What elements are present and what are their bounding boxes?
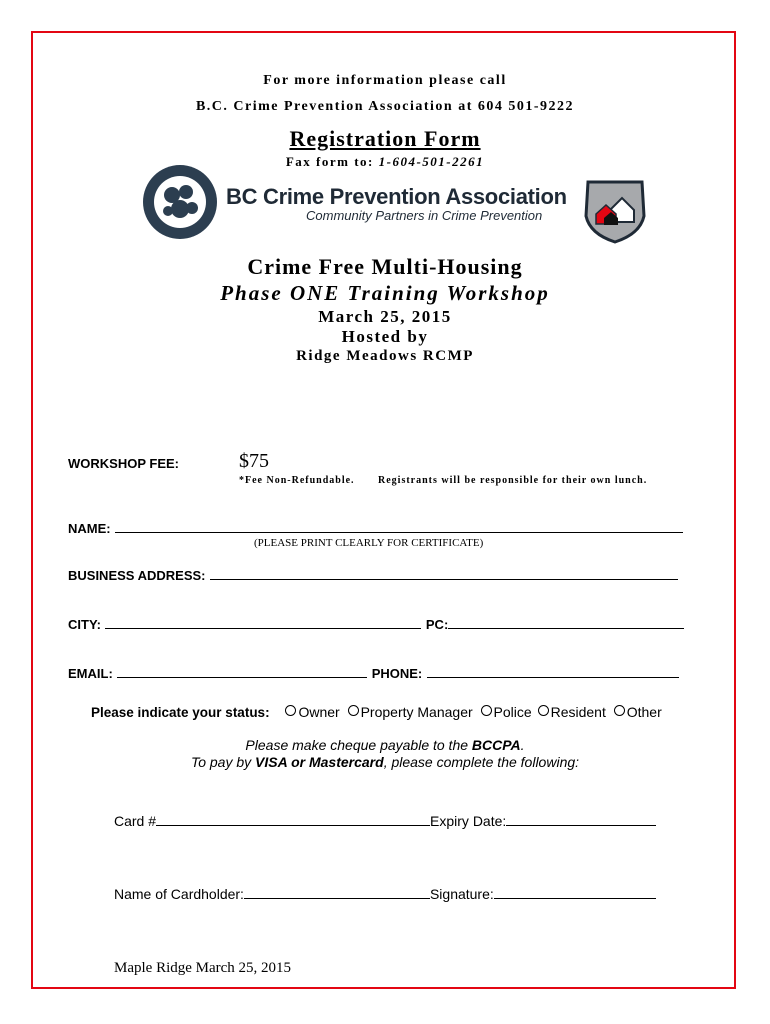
card-prefix: To pay by [190,754,256,770]
city-label: CITY: [68,617,101,632]
hosted-by-label: Hosted by [341,327,429,346]
email-phone-row [68,663,679,683]
status-police-label: Police [493,704,532,720]
fax-label: Fax form to: [285,154,379,169]
pc-field[interactable] [448,614,684,629]
fax-line [0,154,770,170]
footer-location-date: Maple Ridge March 25, 2015 [114,960,292,976]
status-owner-label: Owner [298,704,340,720]
status-label: Please indicate your status: [91,705,270,720]
signature-label: Signature: [429,886,494,902]
event-date: March 25, 2015 [318,307,452,326]
cardholder-label: Name of Cardholder: [114,886,244,902]
cardholder-row [114,884,656,902]
cardholder-field[interactable] [244,884,430,899]
shield-houses-icon [580,176,650,246]
city-pc-row [68,614,684,634]
fax-number: 1-604-501-2261 [378,154,485,169]
event-title: Crime Free Multi-Housing [247,254,523,279]
phone-label: PHONE: [371,666,423,681]
card-suffix: , please complete the following: [383,754,580,770]
expiry-date-label: Expiry Date: [430,813,507,829]
card-types: VISA or Mastercard [255,754,384,770]
status-police-radio[interactable] [481,705,492,716]
name-label: NAME: [68,521,111,536]
status-owner-radio[interactable] [285,705,296,716]
card-number-field[interactable] [156,811,430,826]
email-field[interactable] [117,663,367,678]
status-property-manager-radio[interactable] [348,705,359,716]
status-row [91,704,662,720]
fee-non-refundable-note: *Fee Non-Refundable. [239,475,355,486]
card-row [114,811,656,829]
name-field[interactable] [115,518,683,533]
business-address-field[interactable] [210,565,678,580]
cheque-instruction [0,737,770,753]
signature-field[interactable] [494,884,656,899]
cheque-payee: BCCPA [471,737,521,753]
cheque-prefix: Please make cheque payable to the [245,737,472,753]
event-subtitle: Phase ONE Training Workshop [220,281,550,305]
lunch-note: Registrants will be responsible for their own lunch. [378,475,648,486]
name-print-hint: (PLEASE PRINT CLEARLY FOR CERTIFICATE) [254,537,484,549]
card-number-label: Card # [114,813,157,829]
phone-field[interactable] [427,663,679,678]
form-title: Registration Form [289,126,481,151]
business-address-label: BUSINESS ADDRESS: [68,568,206,583]
city-field[interactable] [105,614,421,629]
status-resident-radio[interactable] [538,705,549,716]
page-border [31,31,736,989]
event-host: Ridge Meadows RCMP [296,348,474,364]
org-tagline: Community Partners in Crime Prevention [306,208,543,223]
bccpa-seal-logo [140,162,220,242]
email-label: EMAIL: [68,666,113,681]
cheque-suffix: . [520,737,525,753]
status-resident-label: Resident [550,704,606,720]
info-line-1: For more information please call [263,73,507,88]
pc-label: PC: [425,617,449,632]
expiry-date-field[interactable] [506,811,656,826]
address-row [68,565,678,585]
name-row [68,518,683,538]
status-other-label: Other [626,704,662,720]
status-other-radio[interactable] [614,705,625,716]
status-property-manager-label: Property Manager [360,704,473,720]
card-instruction [0,754,770,770]
workshop-fee-amount: $75 [239,450,269,472]
info-line-2: B.C. Crime Prevention Association at 604 501-9222 [195,99,575,114]
org-name: BC Crime Prevention Association [226,184,567,209]
workshop-fee-label: WORKSHOP FEE: [68,456,179,471]
